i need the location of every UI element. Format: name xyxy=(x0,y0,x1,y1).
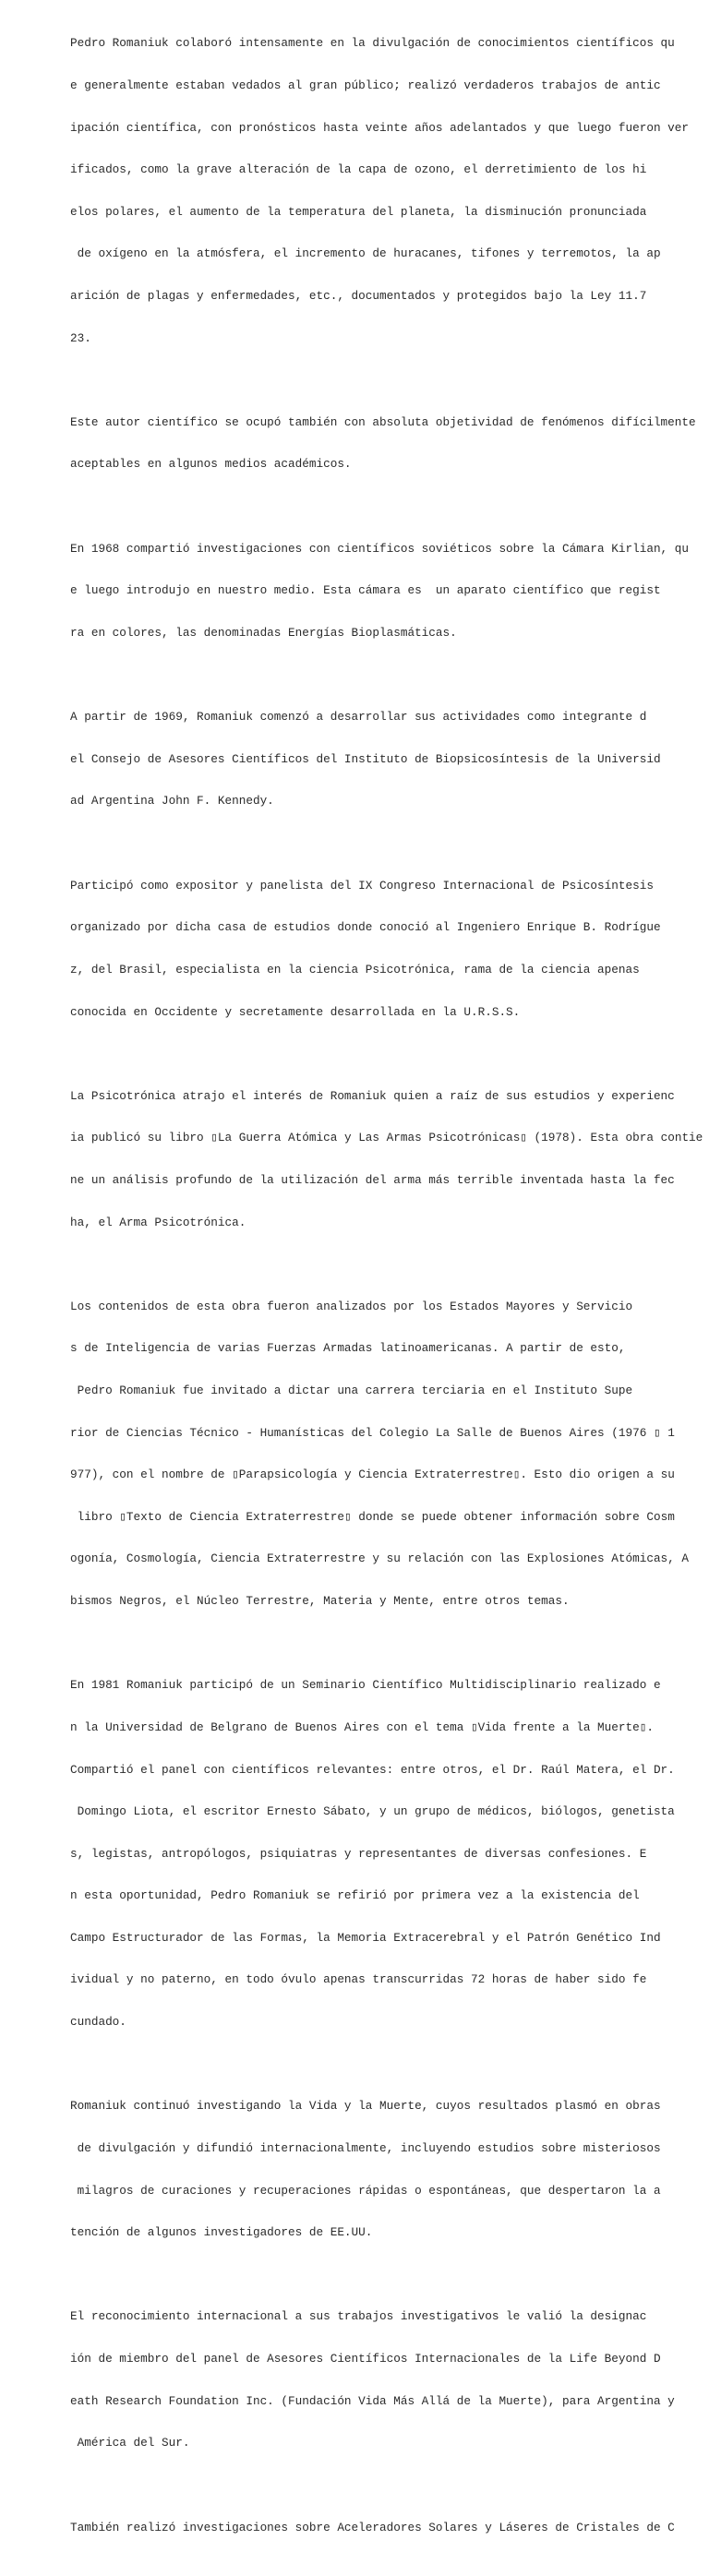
paragraph-2 xyxy=(70,387,698,499)
paragraph-3 xyxy=(70,513,698,667)
text-line: bismos Negros, el Núcleo Terrestre, Materia y Mente, entre otros temas. xyxy=(70,1594,570,1609)
text-line: organizado por dicha casa de estudios donde conoció al Ingeniero Enrique B. Rodrígue xyxy=(70,920,661,935)
text-line: de oxígeno en la atmósfera, el incremento de huracanes, tifones y terremotos, la ap xyxy=(70,246,661,261)
paragraph-10 xyxy=(70,2282,698,2478)
text-line: Campo Estructurador de las Formas, la Memoria Extracerebral y el Patrón Genético Ind xyxy=(70,1930,661,1945)
document-body xyxy=(70,8,703,2576)
paragraph-11 xyxy=(70,2492,698,2562)
text-line: América del Sur. xyxy=(70,2436,190,2450)
text-line: libro ▯Texto de Ciencia Extraterrestre▯ donde se puede obtener información sobre Cosm xyxy=(70,1509,675,1524)
text-line: el Consejo de Asesores Científicos del Instituto de Biopsicosíntesis de la Universid xyxy=(70,751,661,766)
paragraph-5 xyxy=(70,850,698,1047)
text-line: Domingo Liota, el escritor Ernesto Sábato, y un grupo de médicos, biólogos, genetista xyxy=(70,1804,675,1819)
text-line: ividual y no paterno, en todo óvulo apenas transcurridas 72 horas de haber sido fe xyxy=(70,1972,647,1987)
text-line: ne un análisis profundo de la utilización del arma más terrible inventada hasta la fec xyxy=(70,1172,675,1187)
text-line: aceptables en algunos medios académicos. xyxy=(70,457,352,472)
text-line: Pedro Romaniuk fue invitado a dictar una carrera terciaria en el Instituto Supe xyxy=(70,1384,633,1398)
text-line: s de Inteligencia de varias Fuerzas Armadas latinoamericanas. A partir de esto, xyxy=(70,1341,626,1356)
text-line: n la Universidad de Belgrano de Buenos Aires con el tema ▯Vida frente a la Muerte▯. xyxy=(70,1719,654,1734)
paragraph-9 xyxy=(70,2071,698,2268)
text-line: cundado. xyxy=(70,2015,126,2030)
text-line: z, del Brasil, especialista en la ciencia Psicotrónica, rama de la ciencia apenas xyxy=(70,962,640,976)
text-line: arición de plagas y enfermedades, etc., documentados y protegidos bajo la Ley 11.7 xyxy=(70,288,647,303)
text-line: ad Argentina John F. Kennedy. xyxy=(70,794,274,809)
text-line: n esta oportunidad, Pedro Romaniuk se refirió por primera vez a la existencia del xyxy=(70,1888,640,1903)
text-line: A partir de 1969, Romaniuk comenzó a desarrollar sus actividades como integrante d xyxy=(70,710,647,725)
text-line: eath Research Foundation Inc. (Fundación Vida Más Allá de la Muerte), para Argentina y xyxy=(70,2393,675,2408)
text-line: Romaniuk continuó investigando la Vida y la Muerte, cuyos resultados plasmó en obras xyxy=(70,2099,661,2114)
text-line: El reconocimiento internacional a sus trabajos investigativos le valió la designac xyxy=(70,2309,647,2324)
paragraph-1 xyxy=(70,8,698,373)
text-line: También realizó investigaciones sobre Aceleradores Solares y Láseres de Cristales de C xyxy=(70,2520,675,2534)
text-line: 23. xyxy=(70,330,91,345)
text-line: ión de miembro del panel de Asesores Científicos Internacionales de la Life Beyond D xyxy=(70,2352,661,2366)
text-line: s, legistas, antropólogos, psiquiatras y representantes de diversas confesiones. E xyxy=(70,1846,647,1861)
text-line: e luego introdujo en nuestro medio. Esta cámara es un aparato científico que regist xyxy=(70,583,661,598)
text-line: conocida en Occidente y secretamente desarrollada en la U.R.S.S. xyxy=(70,1004,521,1019)
text-line: En 1981 Romaniuk participó de un Seminario Científico Multidisciplinario realizado e xyxy=(70,1678,661,1693)
paragraph-7 xyxy=(70,1271,698,1635)
text-line: ogonía, Cosmología, Ciencia Extraterrestre y su relación con las Explosiones Atómicas, A xyxy=(70,1552,690,1566)
text-line: 977), con el nombre de ▯Parapsicología y Ciencia Extraterrestre▯. Esto dio origen a su xyxy=(70,1468,675,1482)
text-line: ipación científica, con pronósticos hasta veinte años adelantados y que luego fueron ver xyxy=(70,120,690,135)
text-line: tención de algunos investigadores de EE.UU. xyxy=(70,2225,373,2240)
text-line: elos polares, el aumento de la temperatura del planeta, la disminución pronunciada xyxy=(70,204,647,219)
text-line: Participó como expositor y panelista del IX Congreso Internacional de Psicosíntesis xyxy=(70,878,654,893)
text-line: Este autor científico se ocupó también con absoluta objetividad de fenómenos difícilmente xyxy=(70,414,696,429)
paragraph-8 xyxy=(70,1650,698,2057)
text-line: Pedro Romaniuk colaboró intensamente en la divulgación de conocimientos científicos qu xyxy=(70,36,675,51)
text-line: e generalmente estaban vedados al gran público; realizó verdaderos trabajos de antic xyxy=(70,78,661,92)
paragraph-4 xyxy=(70,682,698,836)
text-line: ra en colores, las denominadas Energías Bioplasmáticas. xyxy=(70,625,457,640)
text-line: ia publicó su libro ▯La Guerra Atómica y Las Armas Psicotrónicas▯ (1978). Esta obra contie xyxy=(70,1131,703,1145)
text-line: ificados, como la grave alteración de la capa de ozono, el derretimiento de los hi xyxy=(70,162,647,177)
text-line: En 1968 compartió investigaciones con científicos soviéticos sobre la Cámara Kirlian, qu xyxy=(70,541,690,556)
text-line: de divulgación y difundió internacionalmente, incluyendo estudios sobre misteriosos xyxy=(70,2140,661,2155)
paragraph-6 xyxy=(70,1060,703,1257)
text-line: Los contenidos de esta obra fueron analizados por los Estados Mayores y Servicio xyxy=(70,1299,633,1313)
text-line: ha, el Arma Psicotrónica. xyxy=(70,1215,246,1229)
text-line: milagros de curaciones y recuperaciones rápidas o espontáneas, que despertaron la a xyxy=(70,2183,661,2198)
text-line: La Psicotrónica atrajo el interés de Romaniuk quien a raíz de sus estudios y experienc xyxy=(70,1088,675,1103)
text-line: rior de Ciencias Técnico - Humanísticas del Colegio La Salle de Buenos Aires (1976 ▯ 1 xyxy=(70,1425,675,1440)
text-line: Compartió el panel con científicos relevantes: entre otros, el Dr. Raúl Matera, el Dr. xyxy=(70,1762,675,1777)
